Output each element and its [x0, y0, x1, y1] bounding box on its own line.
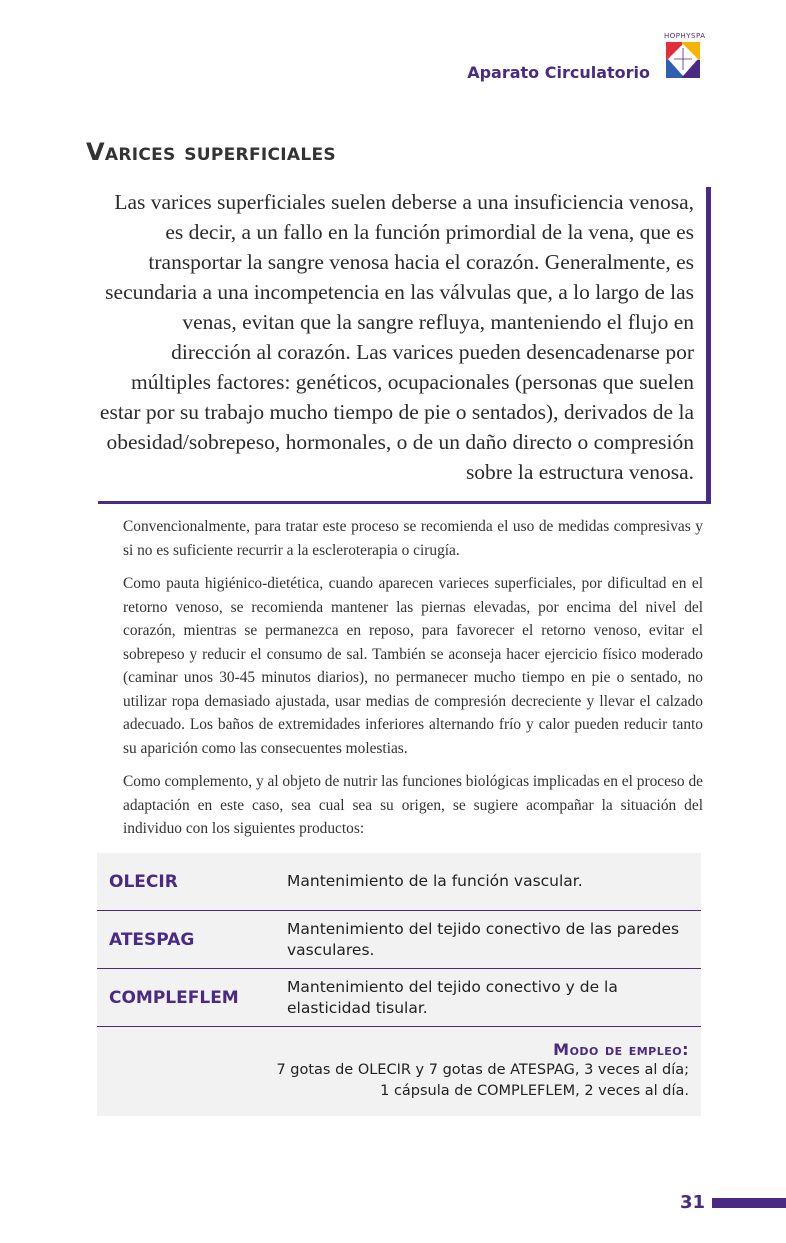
product-description: Mantenimiento de la función vascular. — [287, 872, 583, 890]
product-description: Mantenimiento del tejido conectivo y de la elasticidad tisular. — [287, 977, 618, 1017]
page-number: 31 — [680, 1192, 706, 1213]
product-description: Mantenimiento del tejido conectivo de las paredes vasculares. — [287, 919, 680, 959]
usage-title: Modo de empleo: — [553, 1040, 689, 1059]
product-row — [97, 969, 701, 1027]
section-title: Varices superficiales — [86, 138, 336, 166]
paragraph: Como pauta higiénico-dietética, cuando aparecen varieces superficiales, por dificultad en el retorno venoso, se recomienda mantener las piernas elevadas, por encima del nivel del corazón, mientras se permanezca en reposo, para favorecer el retorno venoso, evitar el sobrepeso y reducir el consumo de sal. También se aconseja hacer ejercicio físico moderado (caminar unos 30-45 minutos diarios), no permanecer mucho tiempo en pie o sentado, no utilizar ropa demasiado ajustada, usar medias de compresión decreciente y llevar el calzado adecuado. Los baños de extremidades inferiores alternando frío y calor pueden reducir tanto su aparición como las consecuentes molestias. — [123, 575, 703, 757]
logo-text: HOPHYSPA — [664, 32, 706, 40]
usage-box — [97, 1027, 701, 1116]
header-section-title: Aparato Circulatorio — [467, 63, 650, 82]
paragraph: Como complemento, y al objeto de nutrir las funciones biológicas implicadas en el proceso de adaptación en este caso, sea cual sea su origen, se sugiere acompañar la situación del individuo con los siguientes productos: — [123, 773, 703, 837]
usage-line: 1 cápsula de COMPLEFLEM, 2 veces al día. — [380, 1083, 689, 1099]
usage-line: 7 gotas de OLECIR y 7 gotas de ATESPAG, 3 veces al día; — [276, 1062, 689, 1078]
product-name: COMPLEFLEM — [109, 987, 239, 1008]
intro-text: Las varices superficiales suelen deberse a una insuficiencia venosa, es decir, a un fallo en la función primordial de la vena, que es transportar la sangre venosa hacia el corazón. Generalmente, es secundaria a una incompetencia en las válvulas que, a lo largo de las venas, evitan que la sangre refluya, manteniendo el flujo en dirección al corazón. Las varices pueden desencadenarse por múltiples factores: genéticos, ocupacionales (personas que suelen estar por su trabajo mucho tiempo de pie o sentados), derivados de la obesidad/sobrepeso, hormonales, o de un daño directo o compresión sobre la estructura venosa. — [99, 190, 694, 484]
product-name: OLECIR — [109, 871, 178, 892]
product-name: ATESPAG — [109, 929, 195, 950]
product-row — [97, 853, 701, 911]
intro-box — [98, 187, 711, 504]
body-text — [123, 515, 703, 851]
product-row — [97, 911, 701, 969]
paragraph: Convencionalmente, para tratar este proceso se recomienda el uso de medidas compresivas y si no es suficiente recurrir a la escleroterapia o cirugía. — [123, 518, 703, 559]
page-bar — [712, 1198, 786, 1208]
products-table — [97, 853, 701, 1116]
